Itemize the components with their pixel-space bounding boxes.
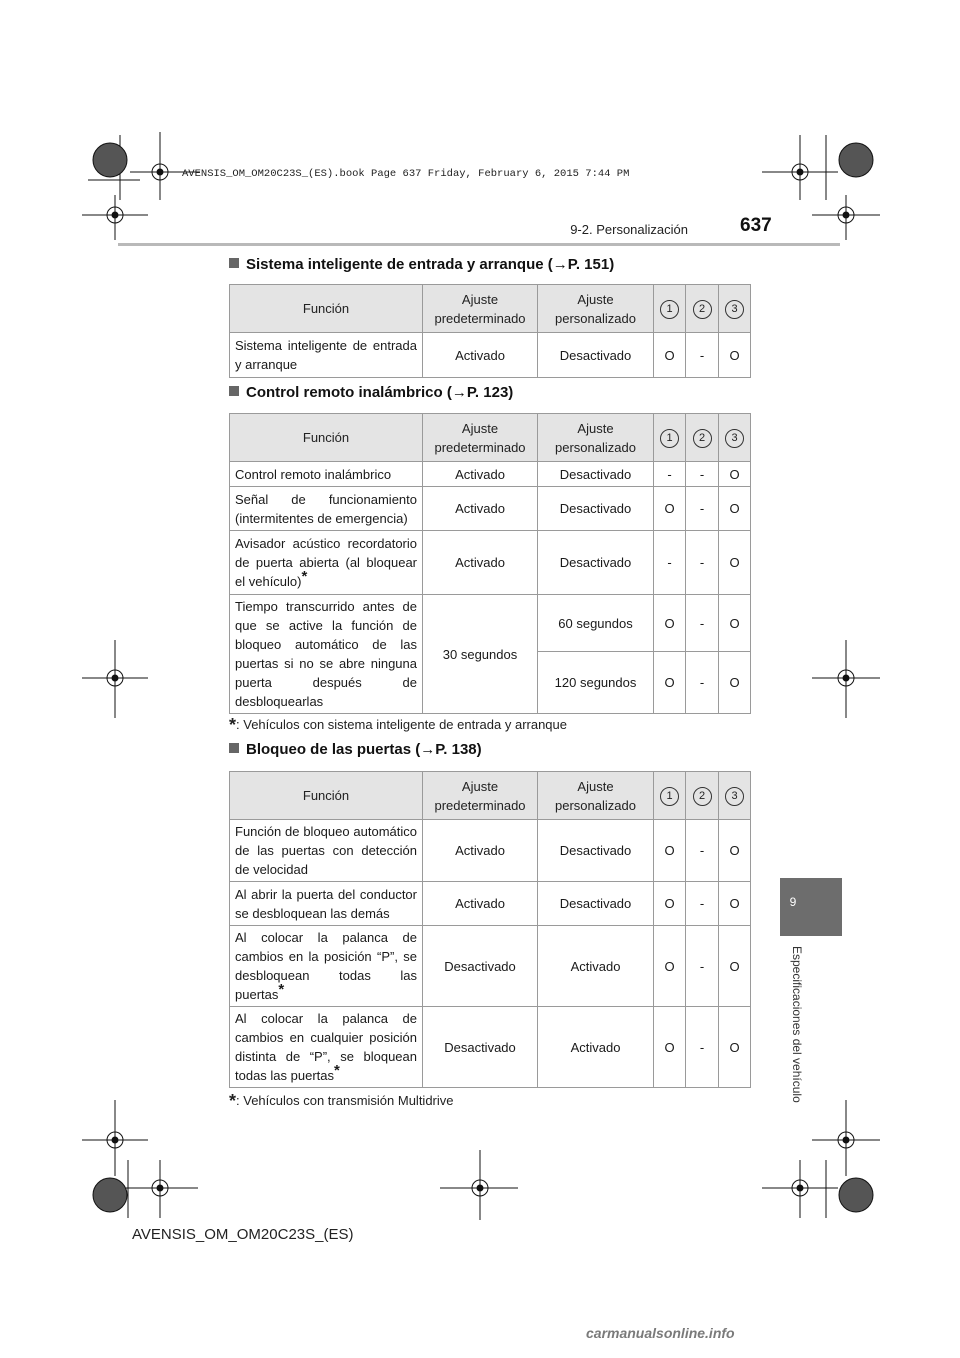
cell-1: - [654,531,686,595]
settings-table [229,771,751,1088]
footnote: *: Vehículos con sistema inteligente de entrada y arranque [229,715,568,735]
cell-1: O [654,652,686,714]
settings-table [229,284,751,378]
cell-1: O [654,487,686,531]
custom-cell: Desactivado [538,462,654,487]
section-heading: Control remoto inalámbrico (→P. 123) [229,384,513,401]
table-row [230,462,751,487]
custom-cell: Desactivado [538,487,654,531]
function-cell: Señal de funcionamiento (intermitentes de emergencia) [230,487,423,531]
section-heading: Sistema inteligente de entrada y arranque (→P. 151) [229,256,614,273]
column-header: Ajuste predeterminado [423,285,538,333]
cell-3: O [719,652,751,714]
cell-2: - [686,1007,719,1088]
cell-2: - [686,882,719,926]
footnote: *: Vehículos con transmisión Multidrive [229,1091,454,1111]
cell-1: O [654,1007,686,1088]
function-cell: Al colocar la palanca de cambios en cualquier posición distinta de “P”, se bloquean todas las puertas* [230,1007,423,1088]
watermark: carmanualsonline.info [586,1325,735,1341]
function-cell: Tiempo transcurrido antes de que se active la función de bloqueo automático de las puertas si no se abre ninguna puerta después de desbloquearlas [230,595,423,714]
cell-2: - [686,487,719,531]
cell-1: O [654,333,686,378]
default-cell: Activado [423,531,538,595]
column-header: 1 [654,414,686,462]
custom-cell: 120 segundos [538,652,654,714]
cell-2: - [686,333,719,378]
cell-3: O [719,926,751,1007]
column-header: 1 [654,772,686,820]
column-header: 2 [686,414,719,462]
function-cell: Al abrir la puerta del conductor se desbloquean las demás [230,882,423,926]
header-rule [118,243,840,246]
table-header-row [230,772,751,820]
table-row [230,333,751,378]
table-header-row [230,414,751,462]
custom-cell: Activado [538,926,654,1007]
cell-3: O [719,462,751,487]
column-header: Función [230,414,423,462]
chapter-tab-number: 9 [789,895,797,909]
cell-3: O [719,595,751,652]
default-cell: Activado [423,462,538,487]
cell-3: O [719,333,751,378]
cell-1: O [654,926,686,1007]
column-header: Ajuste predeterminado [423,772,538,820]
cell-3: O [719,1007,751,1088]
section-heading: Bloqueo de las puertas (→P. 138) [229,741,482,758]
default-cell: 30 segundos [423,595,538,714]
custom-cell: Activado [538,1007,654,1088]
table-row [230,487,751,531]
default-cell: Activado [423,333,538,378]
column-header: 3 [719,772,751,820]
custom-cell: Desactivado [538,882,654,926]
bullet-square-icon [229,743,239,753]
column-header: Función [230,285,423,333]
function-cell: Función de bloqueo automático de las puertas con detección de velocidad [230,820,423,882]
cell-1: - [654,462,686,487]
column-header: Función [230,772,423,820]
table-row [230,1007,751,1088]
cell-1: O [654,595,686,652]
function-cell: Sistema inteligente de entrada y arranque [230,333,423,378]
default-cell: Activado [423,882,538,926]
chapter-side-label: Especificaciones del vehículo [790,946,804,1103]
default-cell: Activado [423,820,538,882]
column-header: Ajuste personalizado [538,772,654,820]
model-code: AVENSIS_OM_OM20C23S_(ES) [132,1226,354,1243]
book-header: AVENSIS_OM_OM20C23S_(ES).book Page 637 Friday, February 6, 2015 7:44 PM [182,168,630,180]
table-header-row [230,285,751,333]
function-cell: Avisador acústico recordatorio de puerta abierta (al bloquear el vehículo)* [230,531,423,595]
column-header: Ajuste personalizado [538,414,654,462]
cell-3: O [719,487,751,531]
cell-1: O [654,882,686,926]
custom-cell: Desactivado [538,820,654,882]
default-cell: Desactivado [423,1007,538,1088]
default-cell: Activado [423,487,538,531]
custom-cell: 60 segundos [538,595,654,652]
page-number: 637 [740,215,772,236]
column-header: 2 [686,772,719,820]
default-cell: Desactivado [423,926,538,1007]
section-label: 9-2. Personalización [570,222,688,237]
cell-2: - [686,595,719,652]
table-row [230,882,751,926]
column-header: 3 [719,414,751,462]
bullet-square-icon [229,258,239,268]
table-row [230,595,751,652]
table-row [230,926,751,1007]
cell-3: O [719,820,751,882]
column-header: Ajuste predeterminado [423,414,538,462]
cell-2: - [686,820,719,882]
cell-3: O [719,531,751,595]
function-cell: Al colocar la palanca de cambios en la posición “P”, se desbloquean todas las puertas* [230,926,423,1007]
table-row [230,531,751,595]
custom-cell: Desactivado [538,333,654,378]
bullet-square-icon [229,386,239,396]
column-header: 3 [719,285,751,333]
cell-2: - [686,926,719,1007]
cell-2: - [686,531,719,595]
settings-table [229,413,751,714]
cell-3: O [719,882,751,926]
column-header: 1 [654,285,686,333]
function-cell: Control remoto inalámbrico [230,462,423,487]
cell-2: - [686,652,719,714]
table-row [230,820,751,882]
column-header: 2 [686,285,719,333]
custom-cell: Desactivado [538,531,654,595]
cell-1: O [654,820,686,882]
column-header: Ajuste personalizado [538,285,654,333]
cell-2: - [686,462,719,487]
